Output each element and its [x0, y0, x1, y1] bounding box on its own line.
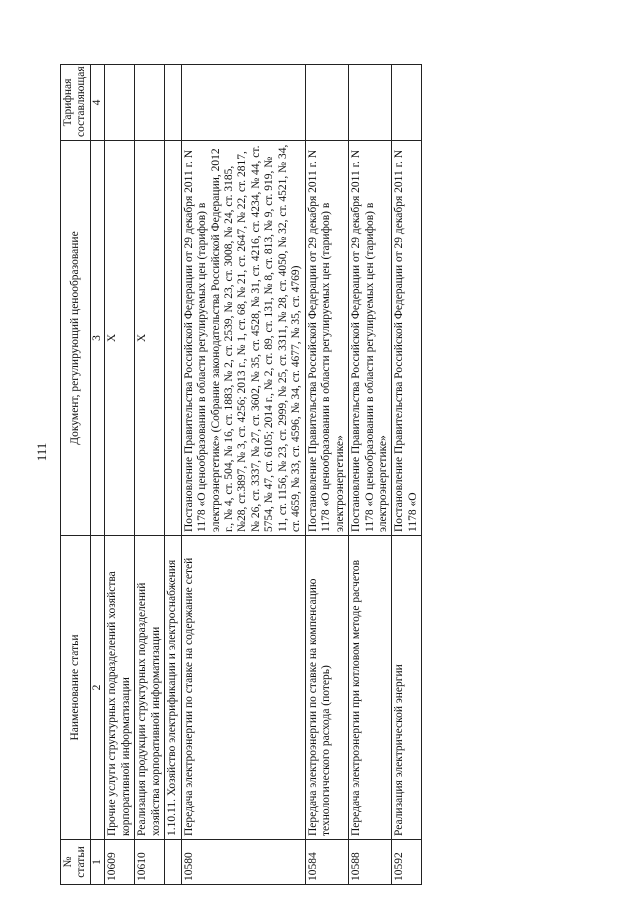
tariff-cell: [105, 65, 135, 141]
blank-cell: [165, 141, 181, 536]
rotated-table-container: [60, 65, 580, 885]
header-article-name: Наименование статьи: [61, 536, 91, 840]
column-number-row: [90, 65, 104, 885]
article-code: 10609: [105, 840, 135, 885]
tariff-cell: [135, 65, 165, 141]
document-cell: X: [105, 141, 135, 536]
document-cell: Постановление Правительства Российской Федерации от 29 декабря 2011 г. N 1178 «О: [392, 141, 422, 536]
header-article-number: № статьи: [61, 840, 91, 885]
article-name: Передача электроэнергии при котловом методе расчетов: [349, 536, 392, 840]
table-row: [105, 65, 135, 885]
section-row: [165, 65, 181, 885]
header-document: Документ, регулирующий ценообразование: [61, 141, 91, 536]
document-cell: Постановление Правительства Российской Федерации от 29 декабря 2011 г. N 1178 «О ценообразовании в области регулируемых цен (тарифов) в электроэнергетике»: [305, 141, 348, 536]
section-title: 1.10.11. Хозяйство электрификации и электроснабжения: [165, 536, 181, 840]
article-code: 10580: [181, 840, 305, 885]
column-number: 2: [90, 536, 104, 840]
tariff-cell: [181, 65, 305, 141]
article-name: Реализация продукции структурных подразделений хозяйства корпоративной информатизации: [135, 536, 165, 840]
article-name: Реализация электрической энергии: [392, 536, 422, 840]
tariff-cell: [349, 65, 392, 141]
table-row: [392, 65, 422, 885]
table-row: [135, 65, 165, 885]
tariff-cell: [392, 65, 422, 141]
article-code: 10592: [392, 840, 422, 885]
table-row: [181, 65, 305, 885]
tariff-table: [60, 64, 422, 885]
column-number: 4: [90, 65, 104, 141]
document-cell: Постановление Правительства Российской Федерации от 29 декабря 2011 г. N 1178 «О ценообразовании в области регулируемых цен (тарифов) в электроэнергетике»: [349, 141, 392, 536]
column-number: 3: [90, 141, 104, 536]
document-cell: X: [135, 141, 165, 536]
column-number: 1: [90, 840, 104, 885]
blank-cell: [165, 840, 181, 885]
header-tariff-component: Тарифная составляющая: [61, 65, 91, 141]
article-name: Передача электроэнергии по ставке на компенсацию технологического расхода (потерь): [305, 536, 348, 840]
article-code: 10610: [135, 840, 165, 885]
table-row: [305, 65, 348, 885]
article-code: 10588: [349, 840, 392, 885]
blank-cell: [165, 65, 181, 141]
document-cell: Постановление Правительства Российской Федерации от 29 декабря 2011 г. N 1178 «О ценообразовании в области регулируемых цен (тарифов) в электроэнергетике» (Собрание законодательства Российской Федерации, 2012 г., № 4, ст. 504, № 16, ст. 1883, № 2, ст. 2539, № 23, ст. 3008, № 24, ст. 3185, №28, ст.3897, № 3, ст. 4256; 2013 г., № 1, ст. 68, № 21, ст. 2647, № 22, ст. 2817, № 26, ст. 3337, № 27, ст. 3602, № 35, ст. 4528, № 31, ст. 4216, ст. 4234, № 44, ст. 5754, № 47, ст. 6105; 2014 г., № 2, ст. 89, ст. 131, № 8, ст. 813, № 9, ст. 919, № 11, ст. 1156, № 23, ст. 2999, № 25, ст. 3311, № 28, ст. 4050, № 32, ст. 4521, № 34, ст. 4659, № 33, ст. 4596, № 34, ст. 4677, № 35, ст. 4769): [181, 141, 305, 536]
tariff-cell: [305, 65, 348, 141]
page-number: 111: [34, 442, 49, 462]
article-name: Прочие услуги структурных подразделений хозяйства корпоративной информатизации: [105, 536, 135, 840]
article-name: Передача электроэнергии по ставке на содержание сетей: [181, 536, 305, 840]
header-row: [61, 65, 91, 885]
table-row: [349, 65, 392, 885]
article-code: 10584: [305, 840, 348, 885]
